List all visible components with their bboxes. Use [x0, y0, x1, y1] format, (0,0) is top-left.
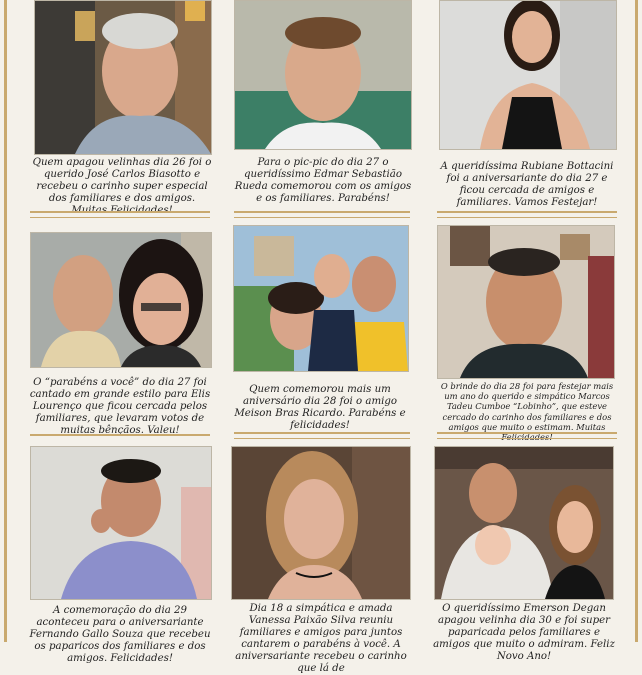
photo-jose-carlos — [34, 0, 212, 155]
caption-jose-carlos: Quem apagou velinhas dia 26 foi o querido José Carlos Biasotto e recebeu o carinho super especial dos familiares e dos amigos. Muitas Felicidades! — [32, 157, 212, 216]
photo-edmar — [234, 0, 412, 150]
divider — [437, 211, 617, 213]
photo-marcos — [437, 225, 615, 379]
divider — [30, 211, 210, 213]
photo-fernando — [30, 446, 212, 600]
photo-elis — [30, 232, 212, 368]
divider — [437, 438, 617, 439]
divider — [437, 432, 617, 434]
photo-vanessa — [231, 446, 411, 600]
divider — [234, 438, 410, 439]
caption-elis: O “parabéns a você” do dia 27 foi cantado em grande estilo para Elis Lourenço que ficou cercada pelos familiares, que levaram votos de muitas bênçãos. Valeu! — [29, 377, 211, 436]
divider — [30, 217, 210, 218]
caption-edmar: Para o pic-pic do dia 27 o queridíssimo Edmar Sebastião Rueda comemorou com os amigos e os familiares. Parabéns! — [234, 157, 412, 204]
photo-emerson — [434, 446, 614, 600]
divider — [234, 211, 410, 213]
divider — [30, 434, 210, 436]
divider — [234, 432, 410, 434]
photo-rubiane — [439, 0, 617, 150]
divider — [234, 217, 410, 218]
caption-rubiane: A queridíssima Rubiane Bottacini foi a aniversariante do dia 27 e ficou cercada de amigos e familiares. Vamos Festejar! — [440, 161, 614, 208]
photo-meison — [233, 225, 409, 372]
caption-vanessa: Dia 18 a simpática e amada Vanessa Paixão Silva reuniu familiares e amigos para juntos cantarem o parabéns à você. A aniversariante recebeu o carinho que lá de — [235, 603, 407, 674]
caption-meison: Quem comemorou mais um aniversário dia 28 foi o amigo Meison Bras Ricardo. Parabéns e felicidades! — [234, 384, 406, 431]
divider — [437, 217, 617, 218]
caption-fernando: A comemoração do dia 29 aconteceu para o aniversariante Fernando Gallo Souza que recebeu os paparicos dos familiares e dos amigos. Felicidades! — [29, 605, 211, 664]
caption-emerson: O queridíssimo Emerson Degan apagou velinha dia 30 e foi super paparicada pelos familiares e amigos que muito o admiram. Feliz Novo Ano! — [433, 603, 615, 662]
caption-marcos: O brinde do dia 28 foi para festejar mais um ano do querido e simpático Marcos Tadeu Cumboe “Lobinho”, que esteve cercado do carinho dos familiares e dos amigos que muito o estimam. Muitas Felicidades! — [440, 381, 614, 443]
